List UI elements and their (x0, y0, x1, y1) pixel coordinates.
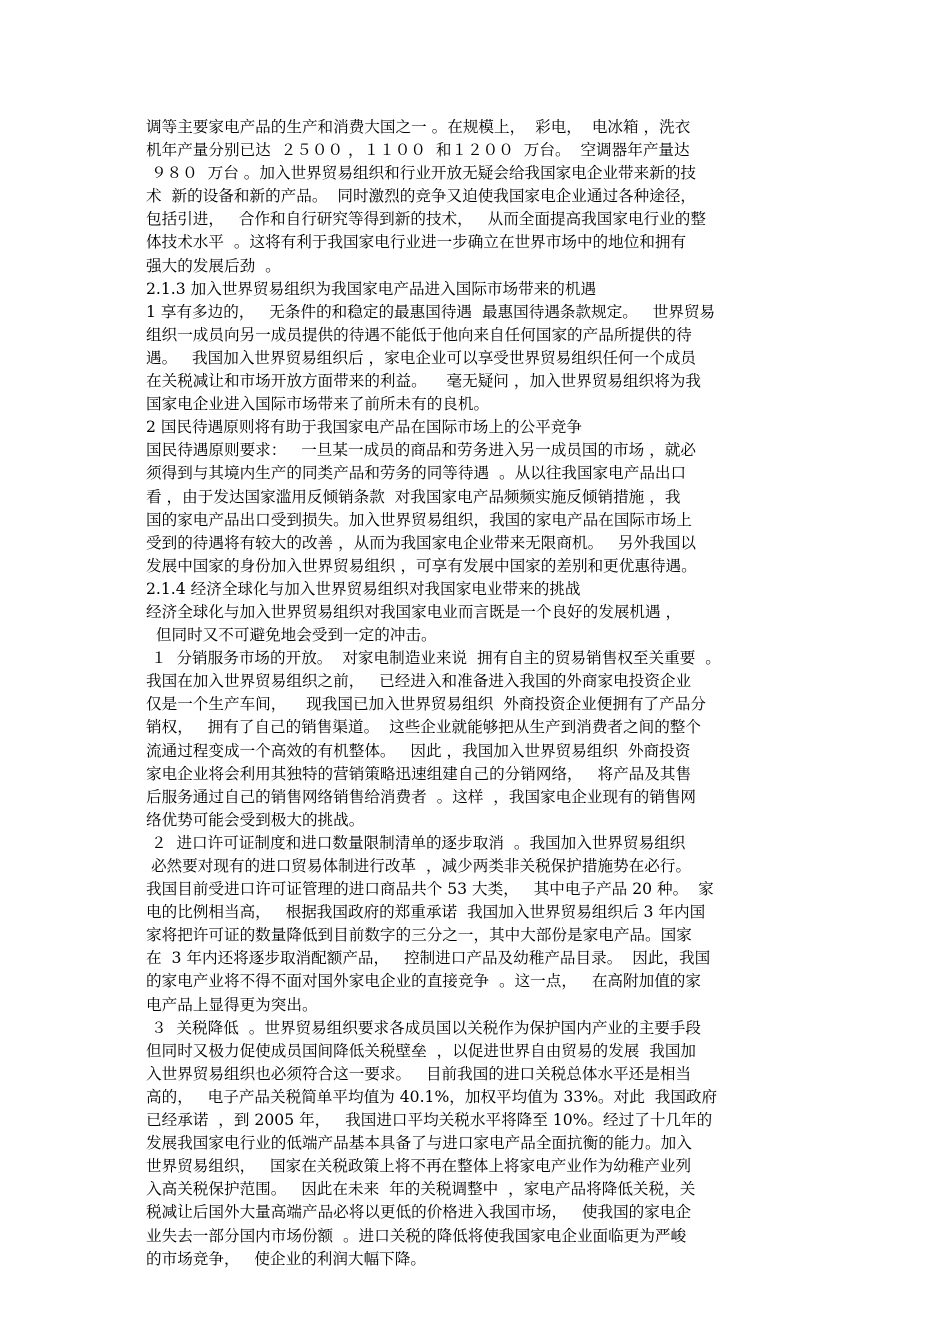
text-line: 但同时又不可避免地会受到一定的冲击。 (146, 626, 437, 645)
text-line: 电产品上显得更为突出。 (146, 995, 318, 1014)
text-line: ２ 进口许可证制度和进口数量限制清单的逐步取消 。我国加入世界贸易组织 (146, 833, 686, 852)
text-line: 国家电企业进入国际市场带来了前所未有的良机。 (146, 395, 490, 414)
text-line: 入世界贸易组织也必须符合这一要求。 目前我国的进口关税总体水平还是相当 (146, 1064, 692, 1083)
text-line: 高的， 电子产品关税简单平均值为 40.1%，加权平均值为 33%。对此 我国政府 (146, 1087, 718, 1106)
text-line: 1 享有多边的， 无条件的和稳定的最惠国待遇 最惠国待遇条款规定。 世界贸易 (146, 302, 716, 321)
text-line: 体技术水平 。这将有利于我国家电行业进一步确立在世界市场中的地位和拥有 (146, 233, 687, 252)
text-line: １ 分销服务市场的开放。 对家电制造业来说 拥有自主的贸易销售权至关重要 。 (146, 649, 721, 668)
text-line: 业失去一部分国内市场份额 。进口关税的降低将使我国家电企业面临更为严峻 (146, 1226, 687, 1245)
text-line: 遇。 我国加入世界贸易组织后 ，家电企业可以享受世界贸易组织任何一个成员 (146, 348, 697, 367)
text-line: 须得到与其境内生产的同类产品和劳务的同等待遇 。从以往我国家电产品出口 (146, 464, 687, 483)
subsection-heading: 2 国民待遇原则将有助于我国家电产品在国际市场上的公平竞争 (146, 418, 582, 437)
text-line: 发展我国家电行业的低端产品基本具备了与进口家电产品全面抗衡的能力。加入 (146, 1134, 692, 1153)
text-line: 世界贸易组织， 国家在关税政策上将不再在整体上将家电产业作为幼稚产业列 (146, 1157, 692, 1176)
text-line: 流通过程变成一个高效的有机整体。 因此 ，我国加入世界贸易组织 外商投资 (146, 741, 691, 760)
text-line: 的家电产业将不得不面对国外家电企业的直接竞争 。这一点， 在高附加值的家 (146, 972, 701, 991)
text-line: 组织一成员向另一成员提供的待遇不能低于他向来自任何国家的产品所提供的待 (146, 325, 692, 344)
text-line: ９８０ 万台 。加入世界贸易组织和行业开放无疑会给我国家电企业带来新的技 (146, 164, 697, 183)
text-line: 我国在加入世界贸易组织之前， 已经进入和准备进入我国的外商家电投资企业 (146, 672, 692, 691)
text-line: 术 新的设备和新的产品。 同时激烈的竞争又迫使我国家电企业通过各种途径， (146, 187, 697, 206)
text-line: 看 ，由于发达国家滥用反倾销条款 对我国家电产品频频实施反倾销措施 ，我 (146, 487, 681, 506)
text-line: 必然要对现有的进口贸易体制进行改革 ，减少两类非关税保护措施势在必行。 (146, 857, 692, 875)
text-line: 入高关税保护范围。 因此在未来 年的关税调整中 ，家电产品将降低关税，关 (146, 1180, 696, 1199)
text-line: 经济全球化与加入世界贸易组织对我国家电业而言既是一个良好的发展机遇 ， (146, 602, 682, 621)
text-line: 发展中国家的身份加入世界贸易组织 ，可享有发展中国家的差别和更优惠待遇。 (146, 556, 697, 575)
text-line: 包括引进， 合作和自行研究等得到新的技术， 从而全面提高我国家电行业的整 (146, 210, 706, 229)
text-line: 调等主要家电产品的生产和消费大国之一 。在规模上， 彩电， 电冰箱 ，洗衣 (146, 118, 691, 136)
text-line: 受到的待遇将有较大的改善 ，从而为我国家电企业带来无限商机。 另外我国以 (146, 533, 697, 552)
text-line: 国的家电产品出口受到损失。加入世界贸易组织，我国的家电产品在国际市场上 (146, 510, 692, 529)
text-line: 在关税减让和市场开放方面带来的利益。 毫无疑问 ，加入世界贸易组织将为我 (146, 372, 701, 391)
text-line: 国民待遇原则要求： 一旦某一成员的商品和劳务进入另一成员国的市场 ，就必 (146, 441, 697, 460)
text-line: 但同时又极力促使成员国间降低关税壁垒 ，以促进世界自由贸易的发展 我国加 (146, 1041, 697, 1060)
text-line: 已经承诺 ，到 2005 年， 我国进口平均关税水平将降至 10%。经过了十几年的 (146, 1111, 713, 1130)
text-line: 的市场竞争， 使企业的利润大幅下降。 (146, 1249, 426, 1268)
text-line: 后服务通过自己的销售网络销售给消费者 。这样 ，我国家电企业现有的销售网 (146, 787, 697, 806)
text-line: ３ 关税降低 。世界贸易组织要求各成员国以关税作为保护国内产业的主要手段 (146, 1018, 701, 1037)
text-line: 仅是一个生产车间， 现我国已加入世界贸易组织 外商投资企业便拥有了产品分 (146, 695, 706, 714)
text-line: 家将把许可证的数量降低到目前数字的三分之一，其中大部份是家电产品。国家 (146, 926, 692, 945)
text-line: 强大的发展后劲 。 (146, 256, 281, 275)
section-heading: 2.1.4 经济全球化与加入世界贸易组织对我国家电业带来的挑战 (146, 579, 581, 598)
text-line: 销权， 拥有了自己的销售渠道。 这些企业就能够把从生产到消费者之间的整个 (146, 718, 701, 737)
text-line: 络优势可能会受到极大的挑战。 (146, 810, 365, 829)
text-line: 税减让后国外大量高端产品必将以更低的价格进入我国市场， 使我国的家电企 (146, 1203, 692, 1222)
text-line: 机年产量分别已达 ２５００ ，１１００ 和１２００ 万台。 空调器年产量达 (146, 141, 690, 160)
text-line: 家电企业将会利用其独特的营销策略迅速组建自己的分销网络， 将产品及其售 (146, 764, 692, 783)
document-body (146, 116, 816, 1271)
text-line: 在 3 年内还将逐步取消配额产品， 控制进口产品及幼稚产品目录。 因此，我国 (146, 949, 711, 968)
text-line: 电的比例相当高， 根据我国政府的郑重承诺 我国加入世界贸易组织后 3 年内国 (146, 903, 706, 922)
section-heading: 2.1.3 加入世界贸易组织为我国家电产品进入国际市场带来的机遇 (146, 279, 597, 298)
text-line: 我国目前受进口许可证管理的进口商品共个 53 大类， 其中电子产品 20 种。 家 (146, 880, 714, 899)
